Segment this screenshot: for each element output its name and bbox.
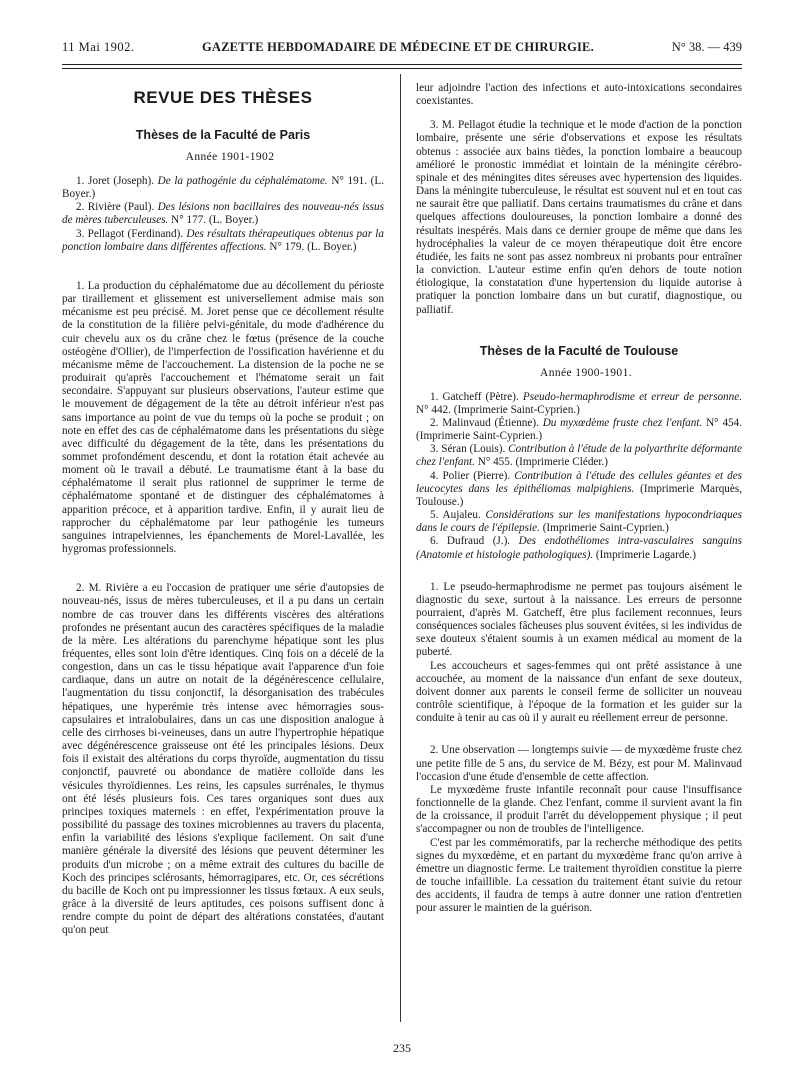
thesis-reference: 1. Gatcheff (Pètre). Pseudo-hermaphrodisme et erreur de personne. N° 442. (Imprimerie Saint-Cyprien.): [416, 390, 742, 416]
thesis-reference: 5. Aujaleu. Considérations sur les manifestations hypocondriaques dans le cours de l'épilepsie. (Imprimerie Saint-Cyprien.): [416, 509, 742, 535]
right-column: [416, 82, 742, 915]
page-folio: 235: [393, 1041, 411, 1055]
thesis-reference: 3. Pellagot (Ferdinand). Des résultats thérapeutiques obtenus par la ponction lombaire dans différentes affections. N° 179. (L. Boyer.): [62, 227, 385, 253]
review-paragraph: C'est par les commémoratifs, par la recherche méthodique des petits signes du myxœdème, et en partant du myxœdème franc qu'on arrive à émettre un diagnostic ferme. Le traitement thyroïdien constitue la pierre de touche infaillible. La cessation du traitement étant suivie du retour des accidents, il faudra de temps à autre donner une ration d'entretien pour assurer le maintien de la guérison.: [416, 836, 742, 915]
review-paragraph: Le myxœdème fruste infantile reconnaît pour cause l'insuffisance fonctionnelle de la glande. Chez l'enfant, comme il survient avant la fin de la croissance, il produit l'arrêt du développement physique ; il peut s'accompagner ou non de troubles de l'intelligence.: [416, 783, 742, 836]
thesis-reference: 6. Dufraud (J.). Des endothéliomes intra-vasculaires sanguins (Anatomie et histologie pathologiques). (Imprimerie Lagarde.): [416, 535, 742, 561]
thesis-reference: 1. Joret (Joseph). De la pathogénie du céphalématome. N° 191. (L. Boyer.): [62, 175, 385, 201]
toulouse-year: Année 1900-1901.: [540, 366, 632, 379]
paris-section-title: Thèses de la Faculté de Paris: [135, 128, 311, 142]
toulouse-section-title: Thèses de la Faculté de Toulouse: [479, 343, 679, 358]
review-paragraph: 2. Une observation — longtemps suivie — de myxœdème fruste chez une petite fille de 5 ans, du service de M. Bézy, est pour M. Malinvaud l'occasion d'une étude d'ensemble de cette affection.: [416, 744, 742, 783]
paris-year: Année 1901-1902: [185, 151, 275, 163]
review-paragraph: 1. Le pseudo-hermaphrodisme ne permet pas toujours aisément le diagnostic du sexe, surtout à la naissance. Les erreurs de personne pourraient, d'après M. Gatcheff, être plus facilement reconnues, leurs conséquences sociales fâcheuses plus souvent évitées, si les individus de sexe douteux s'étaient soumis à un examen médical au moment de la puberté.: [416, 580, 742, 659]
header-page-number: N° 38. — 439: [671, 40, 742, 54]
header-rule-thick: [62, 64, 742, 65]
thesis-reference: 2. Rivière (Paul). Des lésions non bacillaires des nouveau-nés issus de mères tuberculeuses. N° 177. (L. Boyer.): [62, 201, 384, 227]
section-heading: REVUE DES THÈSES: [133, 88, 313, 107]
thesis-reference: 4. Polier (Pierre). Contribution à l'étude des cellules géantes et des leucocytes dans les épithéliomas malpighiens. (Imprimerie Marquès, Toulouse.): [416, 469, 743, 508]
column-divider: [400, 74, 401, 1022]
header-rule-thin: [62, 68, 742, 69]
header-date: 11 Mai 1902.: [62, 40, 135, 54]
continued-paragraph: leur adjoindre l'action des infections et auto-intoxications secondaires coexistantes.: [416, 82, 742, 108]
review-paragraph: 3. M. Pellagot étudie la technique et le mode d'action de la ponction lombaire, présente une série d'observations et expose les résultats obtenus : associée aux bains tièdes, la ponction lombaire a beaucoup amélioré le pronostic immédiat et lointain de la méningite cérébro-spinale et des méningites dites séreuses avec hypertension des liquides. Dans la méningite tuberculeuse, le résultat est souvent nul et en tout cas ne saurait être que palliatif. Dans certains traumatismes du crâne et dans quelques affections douloureuses, la ponction lombaire a donné des résultats inespérés. Mais dans ce dernier groupe de même que dans les hydrocéphalies la valeur de ce moyen thérapeutique doit être encore étudiée, les faits ne sont pas assez nombreux ni probants pour entraîner la conviction. L'auteur estime enfin qu'en dehors de toute notion étiologique, la constatation d'une hypertension du liquide autorise à pratiquer la ponction lombaire dans un but curatif, diagnostique, ou palliatif.: [416, 119, 742, 316]
thesis-reference: 3. Séran (Louis). Contribution à l'étude de la polyarthrite déformante chez l'enfant. N° 455. (Imprimerie Cléder.): [416, 443, 742, 469]
header-journal-title: GAZETTE HEBDOMADAIRE DE MÉDECINE ET DE CHIRURGIE.: [202, 40, 594, 54]
review-paragraph: 1. La production du céphalématome due au décollement du périoste par tiraillement et glissement est universellement admise mais son mécanisme est peu précisé. M. Joret pense que ce décollement résulte de la constitution de la filière pelvi-génitale, du mode d'adhérence du cuir chevelu aux os du crâne chez le fœtus (présence de la couche ostéogène d'Ollier), de l'imperfection de l'ossification havérienne et du mécanisme même de l'accouchement. La distension de la poche ne se produirait qu'après l'accouchement et l'hématome serait un fait secondaire. S'appuyant sur plusieurs observations, l'auteur estime que le mouvement de dégagement de la tête au détroit inférieur n'est pas sans importance au point de vue du temps où la poche se produit ; on note en effet des cas de céphalématome dans les présentations du siège avec difficulté du dégagement de la tête, dans les présentations du sommet profondément descendu, et dont la rotation était achevée au moment où le travail a débuté. Le traumatisme étant à la base du céphalématome il serait plus rationnel de supprimer le terme de céphalématome spontané et de distinguer des céphalématomes à apparition précoce, et à apparition tardive. Enfin, il y aurait lieu de rapprocher du céphalématome par leur pathogénie les tumeurs sanguines intrapelviennes, les épanchements de Morel-Lavallée, les hygromas professionnels.: [62, 279, 384, 556]
running-header: [62, 40, 742, 60]
review-paragraph: 2. M. Rivière a eu l'occasion de pratiquer une série d'autopsies de nouveau-nés, issus de mères tuberculeuses, et il a pu dans un certain nombre de cas trouver dans les différents viscères des altérations profondes ne présentant aucun des caractères spécifiques de la maladie de la mère. Les altérations du parenchyme hépatique sont les plus fréquentes, elles sont loin d'être identiques. Cinq fois on a décelé de la congestion, dans un cas le tissu hépatique avait l'apparence d'un foie cardiaque, dans un autre on notait de la dégénérescence cellulaire, l'augmentation du tissu conjonctif, la désorganisation des trabécules hépatiques, une hyperémie très intense avec hémorragies sous-capsulaires et intralobulaires, dans un cas une disposition analogue à celle des cirrhoses bi-veineuses, dans un autre l'hypertrophie hépatique avec dégénérescence graisseuse ont été les principales lésions. Deux fois il existait des altérations du corps thyroïde, augmentation du tissu conjonctif, pauvreté ou abondance de matière colloïde dans les vésicules thyroïdiennes. Les reins, les capsules surrénales, le thymus ont été lésés plusieurs fois. Ces tares organiques sont dues aux principes toxiques maternels : en effet, l'expérimentation prouve la possibilité du passage des toxines microbiennes au travers du placenta, enfin la variabilité des lésions s'explique facilement. On sait d'une manière générale la diversité des lésions que peuvent déterminer les produits d'un microbe ; on a même extrait des cultures du bacille de Koch des principes sclérosants, hémorragipares, etc. Or, ces sécrétions du bacille de Koch ont pu impressionner les tissus fœtaux. A eux seuls, grâce à la diversité de leurs aptitudes, ces poisons suffisent donc à rendre compte du point de départ des altérations constatées, d'autant qu'on peut: [62, 582, 384, 937]
review-paragraph: Les accoucheurs et sages-femmes qui ont prêté assistance à une accouchée, au moment de la naissance d'un enfant de sexe douteux, doivent donner aux parents le conseil ferme de solliciter un nouveau contrôle scientifique, à l'époque de la formation et les guider sur la conduite à tenir au cas où il y aurait eu réellement erreur de personne.: [416, 659, 742, 725]
thesis-reference: 2. Malinvaud (Étienne). Du myxœdème fruste chez l'enfant. N° 454. (Imprimerie Saint-Cyprien.): [416, 416, 743, 443]
left-column: [62, 84, 384, 937]
